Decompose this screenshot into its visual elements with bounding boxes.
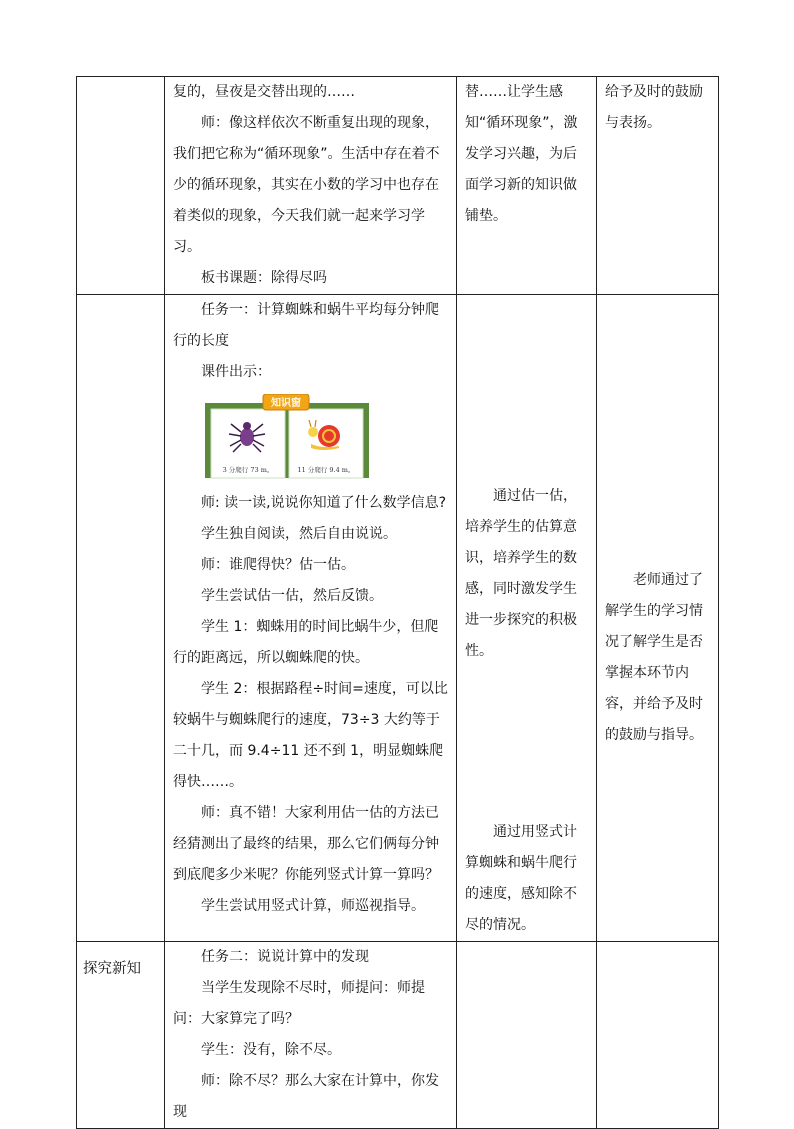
paragraph: 师：除不尽？那么大家在计算中，你发现 [173,1073,439,1120]
paragraph: 替……让学生感知“循环现象”，激发学习兴趣，为后面学习新的知识做铺垫。 [465,84,578,224]
paragraph: 学生 1：蜘蛛用的时间比蜗牛少，但爬行的距离远，所以蜘蛛爬的快。 [173,619,439,666]
teacher-activity-cell [165,942,457,1129]
evaluation-cell [597,77,719,295]
design-intent-cell [457,77,597,295]
stage-cell [77,942,165,1129]
spider-caption: 3 分爬行 73 m。 [222,466,274,474]
table-row [77,295,719,942]
design-intent-cell [457,295,597,942]
paragraph: 任务一：计算蜘蛛和蜗牛平均每分钟爬行的长度 [173,302,439,349]
lesson-plan-table [76,76,719,1129]
paragraph: 师：真不错！大家利用估一估的方法已经猜测出了最终的结果，那么它们俩每分钟到底爬多少米呢？你能列竖式计算一算吗？ [173,805,439,883]
paragraph: 老师通过了解学生的学习情况了解学生是否掌握本环节内容，并给予及时的鼓励与指导。 [605,572,703,743]
paragraph: 学生尝试估一估，然后反馈。 [201,588,383,604]
paragraph: 任务二：说说计算中的发现 [201,949,369,965]
paragraph: 学生：没有，除不尽。 [201,1042,341,1058]
paragraph: 师：像这样依次不断重复出现的现象，我们把它称为“循环现象”。生活中存在着不少的循环现象，其实在小数的学习中也存在着类似的现象，今天我们就一起来学习学习。 [173,115,440,255]
paragraph: 学生 2：根据路程÷时间=速度，可以比较蜗牛与蜘蛛爬行的速度，73÷3 大约等于二十几，而 9.4÷11 还不到 1，明显蜘蛛爬得快……。 [173,681,448,790]
teacher-activity-cell [165,295,457,942]
stage-label: 探究新知 [83,961,141,977]
design-intent-cell [457,942,597,1129]
snail-caption: 11 分爬行 9.4 m。 [297,466,355,474]
paragraph: 给予及时的鼓励与表扬。 [605,84,703,131]
stage-cell [77,77,165,295]
table-row [77,77,719,295]
paragraph: 板书课题：除得尽吗 [201,270,327,286]
paragraph: 学生尝试用竖式计算，师巡视指导。 [201,898,425,914]
figure-title: 知识窗 [271,398,301,409]
teacher-activity-cell [165,77,457,295]
paragraph: 课件出示： [201,364,271,380]
paragraph: 通过用竖式计算蜘蛛和蜗牛爬行的速度，感知除不尽的情况。 [465,824,577,933]
table-row [77,942,719,1129]
stage-cell [77,295,165,942]
paragraph: 师：谁爬得快？估一估。 [201,557,355,573]
paragraph: 复的，昼夜是交替出现的…… [173,84,355,100]
paragraph: 学生独自阅读，然后自由说说。 [201,526,397,542]
paragraph: 通过估一估，培养学生的估算意识，培养学生的数感，同时激发学生进一步探究的积极性。 [465,488,577,659]
paragraph: 当学生发现除不尽时，师提问：师提问：大家算完了吗？ [173,980,425,1027]
knowledge-window-figure [203,394,371,480]
evaluation-cell [597,942,719,1129]
paragraph: 师: 读一读,说说你知道了什么数学信息? [201,495,447,511]
evaluation-cell [597,295,719,942]
